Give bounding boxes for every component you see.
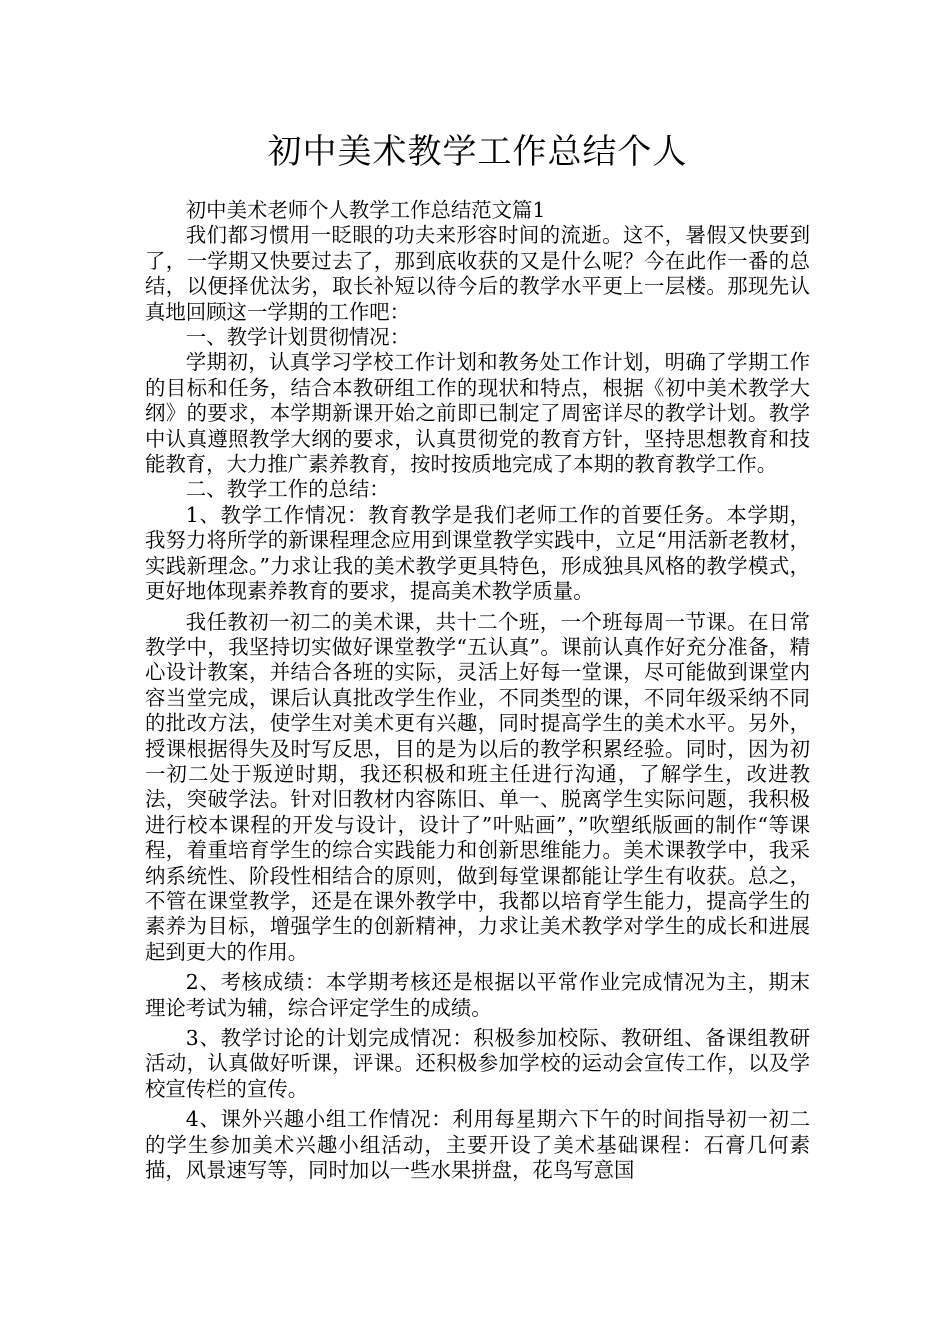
- body-paragraph: 1、教学工作情况：教育教学是我们老师工作的首要任务。本学期，我努力将所学的新课程理念应用到课堂教学实践中，立足“用活新老教材，实践新理念。”力求让我的美术教学更具特色，形成独具风格的教学模式，更好地体现素养教育的要求，提高美术教学质量。: [145, 502, 810, 604]
- body-paragraph: 3、教学讨论的计划完成情况：积极参加校际、教研组、备课组教研活动，认真做好听课，评课。还积极参加学校的运动会宣传工作，以及学校宣传栏的宣传。: [145, 1026, 810, 1101]
- section-heading: 初中美术老师个人教学工作总结范文篇1: [185, 198, 546, 222]
- section-heading: 一、教学计划贯彻情况：: [185, 325, 411, 350]
- body-paragraph: 2、考核成绩：本学期考核还是根据以平常作业完成情况为主，期末理论考试为辅，综合评定学生的成绩。: [145, 970, 810, 1020]
- document-page: [145, 128, 810, 1183]
- document-title: 初中美术教学工作总结个人: [267, 132, 688, 172]
- body-paragraph: 我们都习惯用一眨眼的功夫来形容时间的流逝。这不，暑假又快要到了，一学期又快要过去了，那到底收获的又是什么呢？今在此作一番的总结，以便择优汰劣，取长补短以待今后的教学水平更上一层楼。那现先认真地回顾这一学期的工作吧：: [145, 223, 810, 324]
- body-paragraph: 4、课外兴趣小组工作情况：利用每星期六下午的时间指导初一初二的学生参加美术兴趣小组活动，主要开设了美术基础课程：石膏几何素描，风景速写等，同时加以一些水果拼盘，花鸟写意国: [145, 1107, 810, 1183]
- body-paragraph: 我任教初一初二的美术课，共十二个班，一个班每周一节课。在日常教学中，我坚持切实做好课堂教学“五认真”。课前认真作好充分准备，精心设计教案，并结合各班的实际，灵活上好每一堂课，尽可能做到课堂内容当堂完成，课后认真批改学生作业，不同类型的课，不同年级采纳不同的批改方法，使学生对美术更有兴趣，同时提高学生的美术水平。另外，授课根据得失及时写反思，目的是为以后的教学积累经验。同时，因为初一初二处于叛逆时期，我还积极和班主任进行沟通，了解学生，改进教法，突破学法。针对旧教材内容陈旧、单一、脱离学生实际问题，我积极进行校本课程的开发与设计，设计了”叶贴画”，”吹塑纸版画的制作“等课程，着重培育学生的综合实践能力和创新思维能力。美术课教学中，我采纳系统性、阶段性相结合的原则，做到每堂课都能让学生有收获。总之，不管在课堂教学，还是在课外教学中，我都以培育学生能力，提高学生的素养为目标，增强学生的创新精神，力求让美术教学对学生的成长和进展起到更大的作用。: [145, 609, 810, 964]
- section-heading: 二、教学工作的总结：: [185, 477, 390, 502]
- body-paragraph: 学期初，认真学习学校工作计划和教务处工作计划，明确了学期工作的目标和任务，结合本教研组工作的现状和特点，根据《初中美术教学大纲》的要求，本学期新课开始之前即已制定了周密详尽的教学计划。教学中认真遵照教学大纲的要求，认真贯彻党的教育方针，坚持思想教育和技能教育，大力推广素养教育，按时按质地完成了本期的教育教学工作。: [145, 350, 810, 477]
